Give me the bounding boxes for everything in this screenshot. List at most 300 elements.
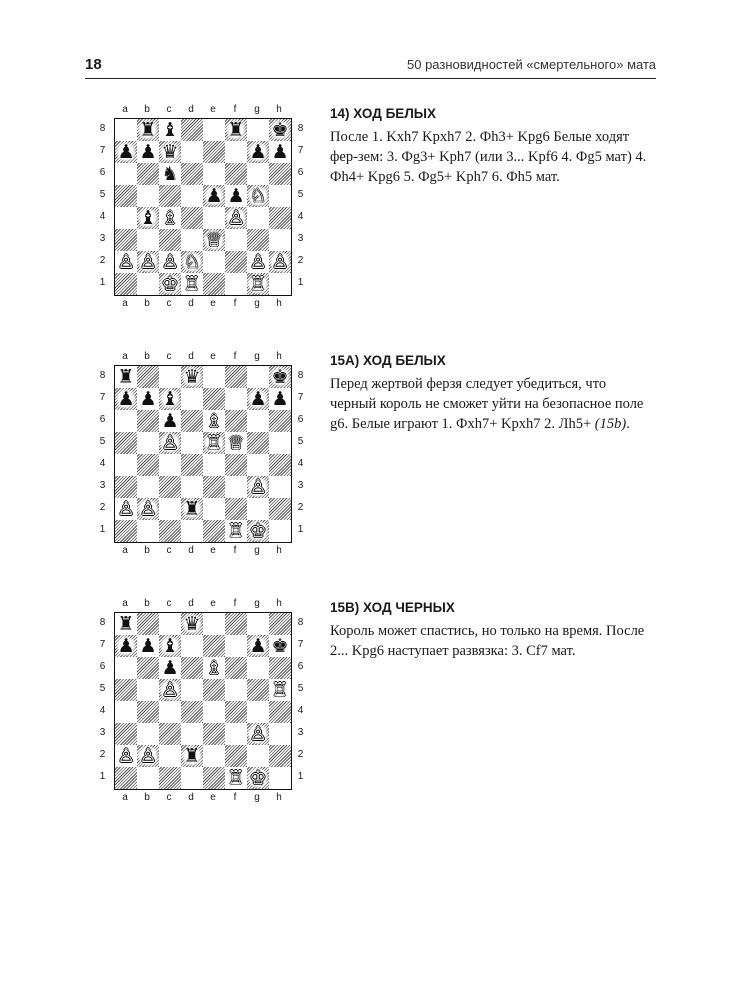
page-number: 18 [85,56,102,73]
file-label: d [188,792,194,803]
board-square [137,476,159,498]
file-label: a [122,104,128,115]
file-label: f [233,545,237,556]
board-square [137,273,159,295]
board-square [225,657,247,679]
chess-board [114,118,292,296]
board-square [225,635,247,657]
board-square [203,679,225,701]
black-rook-icon: ♜ [181,498,203,520]
rank-label: 1 [99,771,106,782]
board-square [269,657,291,679]
rank-label: 3 [99,233,106,244]
file-labels-top [110,351,295,363]
rank-label: 3 [99,727,106,738]
file-label: h [276,298,282,309]
black-pawn-icon: ♟ [137,388,159,410]
rank-label: 7 [297,145,304,156]
black-king-icon: ♚ [269,119,291,141]
file-label: b [144,298,150,309]
board-square [203,613,225,635]
board-square [115,163,137,185]
file-label: h [276,792,282,803]
rank-label: 1 [297,771,304,782]
rank-label: 1 [99,277,106,288]
board-square [115,476,137,498]
file-label: g [254,351,260,362]
white-pawn-icon: ♙ [247,476,269,498]
white-knight-icon: ♘ [181,251,203,273]
file-label: f [233,104,237,115]
rank-label: 2 [99,255,106,266]
file-label: h [276,545,282,556]
black-pawn-icon: ♟ [137,635,159,657]
black-pawn-icon: ♟ [247,635,269,657]
board-square [181,701,203,723]
black-queen-icon: ♛ [181,366,203,388]
rank-label: 3 [99,480,106,491]
file-label: g [254,545,260,556]
file-label: g [254,104,260,115]
white-pawn-icon: ♙ [115,745,137,767]
file-label: a [122,298,128,309]
board-square [203,767,225,789]
board-square [225,701,247,723]
board-square [225,141,247,163]
file-label: f [233,792,237,803]
white-pawn-icon: ♙ [269,251,291,273]
white-bishop-icon: ♗ [203,410,225,432]
black-pawn-icon: ♟ [115,141,137,163]
file-label: e [210,351,216,362]
file-label: e [210,598,216,609]
board-square [203,701,225,723]
board-square [247,366,269,388]
chess-board [114,612,292,790]
white-bishop-icon: ♗ [203,657,225,679]
file-label: f [233,351,237,362]
board-square [159,767,181,789]
rank-label: 6 [99,167,106,178]
rank-label: 2 [99,502,106,513]
board-square [269,207,291,229]
board-square [137,163,159,185]
white-rook-icon: ♖ [269,679,291,701]
rank-label: 7 [99,392,106,403]
board-square [225,476,247,498]
rank-label: 8 [99,617,106,628]
board-square [203,520,225,542]
file-label: e [210,298,216,309]
board-square [115,723,137,745]
board-square [225,273,247,295]
file-label: c [166,598,172,609]
rank-label: 4 [297,211,304,222]
file-labels-bottom [110,298,295,310]
black-pawn-icon: ♟ [137,141,159,163]
board-square [247,229,269,251]
file-label: c [166,104,172,115]
board-square [115,119,137,141]
diagram-heading: 15В) ХОД ЧЕРНЫХ [330,600,455,615]
white-rook-icon: ♖ [247,273,269,295]
board-square [225,613,247,635]
chess-diagram-15b [99,598,304,805]
file-label: b [144,598,150,609]
board-square [269,745,291,767]
black-bishop-icon: ♝ [159,635,181,657]
chess-diagram-14 [99,104,304,311]
board-square [159,366,181,388]
board-square [269,163,291,185]
file-label: g [254,298,260,309]
rank-label: 7 [297,392,304,403]
file-label: h [276,351,282,362]
diagram-heading: 15А) ХОД БЕЛЫХ [330,353,446,368]
rank-label: 4 [99,458,106,469]
board-square [115,767,137,789]
rank-label: 6 [99,661,106,672]
rank-label: 2 [99,749,106,760]
board-square [247,207,269,229]
file-label: a [122,792,128,803]
black-bishop-icon: ♝ [137,207,159,229]
board-square [225,745,247,767]
file-label: e [210,545,216,556]
file-label: b [144,792,150,803]
white-pawn-icon: ♙ [159,679,181,701]
running-title: 50 разновидностей «смертельного» мата [407,57,656,72]
rank-label: 6 [297,167,304,178]
board-square [137,520,159,542]
diagram-commentary: После 1. Kxh7 Kpxh7 2. Фh3+ Kpg6 Белые ходят фер-зем: 3. Фg3+ Kph7 (или 3... Kpf6 4. Фg5 мат) 4. Фh4+ Kpg6 5. Фg5+ Kph7 6. Фh5 мат. [330,129,647,185]
rank-label: 6 [297,661,304,672]
board-square [181,388,203,410]
diagram-heading: 14) ХОД БЕЛЫХ [330,106,437,121]
board-square [181,520,203,542]
white-pawn-icon: ♙ [159,251,181,273]
white-knight-icon: ♘ [247,185,269,207]
rank-label: 5 [297,189,304,200]
white-pawn-icon: ♙ [115,498,137,520]
board-square [115,454,137,476]
board-square [115,657,137,679]
board-square [159,476,181,498]
rank-label: 3 [297,480,304,491]
file-label: e [210,104,216,115]
board-square [203,635,225,657]
rank-label: 1 [99,524,106,535]
board-square [203,723,225,745]
black-knight-icon: ♞ [159,163,181,185]
white-pawn-icon: ♙ [247,251,269,273]
white-pawn-icon: ♙ [115,251,137,273]
black-pawn-icon: ♟ [247,388,269,410]
black-rook-icon: ♜ [115,366,137,388]
board-square [159,454,181,476]
rank-label: 1 [297,277,304,288]
board-square [203,251,225,273]
board-square [181,185,203,207]
board-square [225,229,247,251]
board-square [181,119,203,141]
black-pawn-icon: ♟ [115,635,137,657]
board-square [225,454,247,476]
board-square [225,366,247,388]
board-square [181,454,203,476]
board-square [159,520,181,542]
board-square [181,163,203,185]
board-square [203,119,225,141]
board-square [269,767,291,789]
file-labels-top [110,598,295,610]
chess-diagram-15a [99,351,304,558]
white-king-icon: ♔ [247,520,269,542]
board-square [247,701,269,723]
board-square [137,701,159,723]
board-square [247,454,269,476]
board-square [137,679,159,701]
board-square [137,366,159,388]
rank-label: 6 [297,414,304,425]
file-label: b [144,545,150,556]
board-square [247,657,269,679]
board-square [225,388,247,410]
board-square [269,498,291,520]
file-label: a [122,598,128,609]
board-square [137,657,159,679]
black-queen-icon: ♛ [181,613,203,635]
rank-label: 4 [297,705,304,716]
board-square [225,723,247,745]
board-square [159,229,181,251]
board-square [137,767,159,789]
file-label: c [166,792,172,803]
board-square [181,141,203,163]
file-label: d [188,598,194,609]
file-label: b [144,351,150,362]
black-pawn-icon: ♟ [159,657,181,679]
rank-label: 5 [297,436,304,447]
board-square [247,613,269,635]
board-square [269,613,291,635]
page-header [85,52,656,79]
board-square [225,498,247,520]
white-queen-icon: ♕ [225,432,247,454]
black-bishop-icon: ♝ [159,119,181,141]
rank-label: 2 [297,749,304,760]
board-square [247,410,269,432]
board-square [137,723,159,745]
black-pawn-icon: ♟ [203,185,225,207]
white-pawn-icon: ♙ [159,432,181,454]
board-square [247,498,269,520]
white-king-icon: ♔ [159,273,181,295]
file-label: g [254,792,260,803]
rank-label: 5 [99,683,106,694]
white-pawn-icon: ♙ [247,723,269,745]
rank-label: 4 [99,211,106,222]
rank-label: 7 [99,639,106,650]
file-label: a [122,545,128,556]
board-square [115,410,137,432]
board-square [115,207,137,229]
board-square [203,454,225,476]
board-square [269,520,291,542]
white-rook-icon: ♖ [203,432,225,454]
white-pawn-icon: ♙ [225,207,247,229]
board-square [269,701,291,723]
white-pawn-icon: ♙ [137,251,159,273]
file-label: h [276,104,282,115]
black-rook-icon: ♜ [181,745,203,767]
board-square [115,229,137,251]
board-square [159,185,181,207]
rank-label: 2 [297,255,304,266]
white-king-icon: ♔ [247,767,269,789]
board-square [115,701,137,723]
board-square [203,141,225,163]
file-labels-bottom [110,792,295,804]
board-square [203,498,225,520]
board-square [181,657,203,679]
text-block-14 [330,106,655,187]
rank-label: 5 [99,189,106,200]
file-label: c [166,298,172,309]
rank-label: 8 [297,370,304,381]
board-square [203,207,225,229]
board-square [269,410,291,432]
file-label: a [122,351,128,362]
board-square [203,476,225,498]
rank-label: 8 [297,123,304,134]
file-label: c [166,545,172,556]
rank-label: 8 [297,617,304,628]
file-label: f [233,298,237,309]
diagram-commentary: Король может спастись, но только на время. После 2... Kpg6 наступает развязка: 3. Cf7 мат. [330,623,645,659]
file-label: f [233,598,237,609]
board-square [225,163,247,185]
white-rook-icon: ♖ [181,273,203,295]
board-square [181,432,203,454]
board-square [181,723,203,745]
black-king-icon: ♚ [269,635,291,657]
file-label: d [188,545,194,556]
file-label: h [276,598,282,609]
white-queen-icon: ♕ [203,229,225,251]
white-rook-icon: ♖ [225,767,247,789]
black-pawn-icon: ♟ [225,185,247,207]
white-pawn-icon: ♙ [137,498,159,520]
rank-label: 5 [297,683,304,694]
board-square [247,679,269,701]
board-square [137,229,159,251]
file-label: e [210,792,216,803]
board-square [181,476,203,498]
board-square [247,745,269,767]
board-square [181,767,203,789]
board-square [269,273,291,295]
black-rook-icon: ♜ [115,613,137,635]
board-square [269,432,291,454]
black-rook-icon: ♜ [225,119,247,141]
board-square [181,229,203,251]
diagram-commentary: Перед жертвой ферзя следует убедиться, что черный король не сможет уйти на безопасное поле g6. Белые играют 1. Фxh7+ Kpxh7 2. Лh5+ (15b). [330,376,644,432]
rank-label: 8 [99,123,106,134]
black-pawn-icon: ♟ [115,388,137,410]
black-pawn-icon: ♟ [159,410,181,432]
board-square [269,476,291,498]
text-block-15a [330,353,655,434]
board-square [115,273,137,295]
rank-label: 4 [297,458,304,469]
board-square [137,432,159,454]
board-square [181,635,203,657]
board-square [247,119,269,141]
board-square [203,388,225,410]
file-label: d [188,298,194,309]
file-label: g [254,598,260,609]
board-square [203,745,225,767]
file-labels-top [110,104,295,116]
board-square [159,723,181,745]
board-square [115,520,137,542]
board-square [247,163,269,185]
rank-label: 3 [297,727,304,738]
board-square [225,251,247,273]
black-rook-icon: ♜ [137,119,159,141]
rank-label: 4 [99,705,106,716]
board-square [159,745,181,767]
board-square [159,498,181,520]
file-label: d [188,351,194,362]
board-square [247,432,269,454]
rank-label: 8 [99,370,106,381]
board-square [115,679,137,701]
rank-label: 6 [99,414,106,425]
file-label: c [166,351,172,362]
chess-board [114,365,292,543]
board-square [203,163,225,185]
board-square [269,723,291,745]
board-square [137,185,159,207]
file-label: b [144,104,150,115]
white-pawn-icon: ♙ [137,745,159,767]
black-queen-icon: ♛ [159,141,181,163]
black-king-icon: ♚ [269,366,291,388]
file-labels-bottom [110,545,295,557]
black-bishop-icon: ♝ [159,388,181,410]
board-square [203,366,225,388]
board-square [181,207,203,229]
rank-label: 5 [99,436,106,447]
rank-label: 1 [297,524,304,535]
board-square [269,454,291,476]
board-square [203,273,225,295]
rank-label: 3 [297,233,304,244]
white-bishop-icon: ♗ [159,207,181,229]
rank-label: 2 [297,502,304,513]
board-square [159,613,181,635]
board-square [137,613,159,635]
rank-label: 7 [297,639,304,650]
board-square [269,229,291,251]
board-square [137,410,159,432]
board-square [181,679,203,701]
board-square [159,701,181,723]
black-pawn-icon: ♟ [269,141,291,163]
white-rook-icon: ♖ [225,520,247,542]
